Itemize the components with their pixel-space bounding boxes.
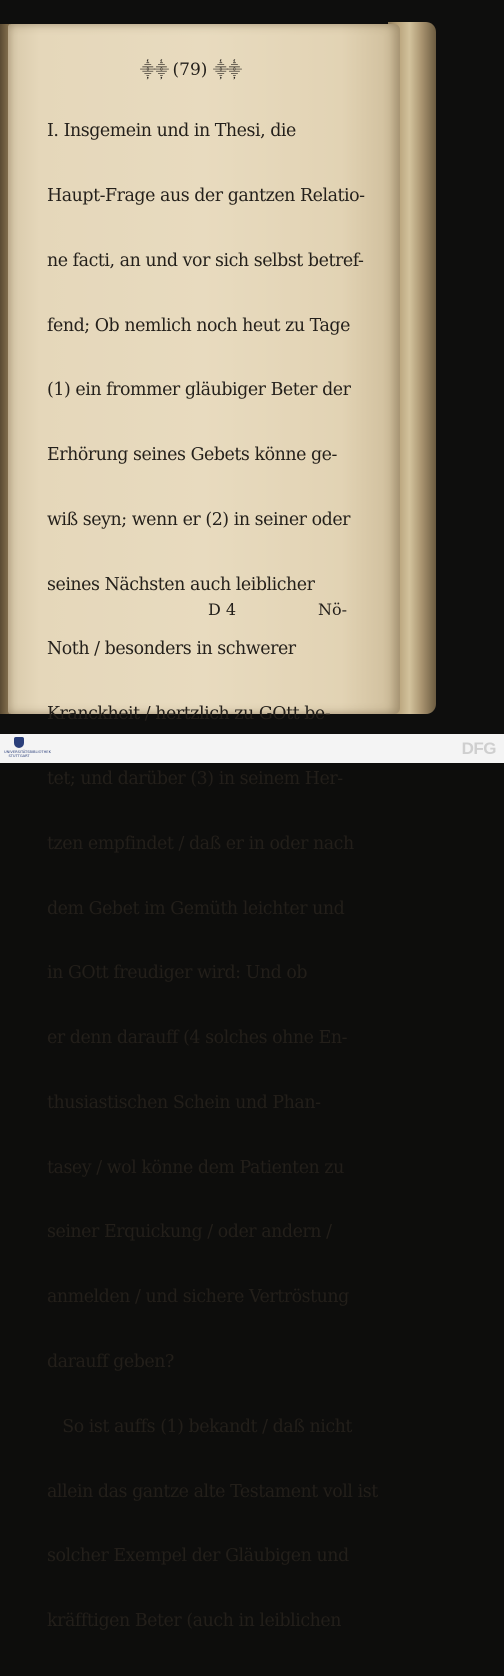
text-line: in GOtt freudiger wird: Und ob [47,963,308,984]
page-body-text [47,78,378,1676]
dfg-logo[interactable]: DFG [461,739,496,758]
signature-mark: D 4 [208,600,237,619]
text-line: seines Nächsten auch leiblicher [47,574,315,595]
text-line: kräfftigen Beter (auch in leiblichen [47,1611,342,1632]
text-line: So ist auffs (1) bekandt / daß nicht [47,1416,352,1437]
text-line: Haupt-Frage aus der gantzen Relatio- [47,185,365,206]
text-line: seiner Erquickung / oder andern / [47,1222,332,1243]
ornament-left-icon: ⸎⸎ [139,61,168,79]
text-line: darauff geben? [47,1352,174,1373]
text-line: allein das gantze alte Testament voll ist [47,1481,378,1502]
catchword: Nö- [318,600,348,619]
text-line: dem Gebet im Gemüth leichter und [47,898,345,919]
text-line: wiß seyn; wenn er (2) in seiner oder [47,509,351,530]
text-line: (1) ein frommer gläubiger Beter der [47,380,351,401]
library-crest-icon [14,737,24,748]
page-number: (79) [172,60,208,80]
ornament-right-icon: ⸎⸎ [212,61,241,79]
text-line: tet; und darüber (3) in seinem Her- [47,769,343,789]
text-line: thusiastischen Schein und Phan- [47,1092,321,1113]
library-logo[interactable] [4,736,51,761]
text-line: fend; Ob nemlich noch heut zu Tage [47,315,350,336]
text-line: tasey / wol könne dem Patienten zu [47,1157,344,1178]
page-header [130,60,250,80]
library-logo-text: UNIVERSITÄTSBIBLIOTHEK STUTTGART [4,750,51,758]
text-line: Noth / besonders in schwerer [47,639,296,660]
text-line: I. Insgemein und in Thesi, die [47,121,296,142]
text-line: er denn darauff (4 solches ohne En- [47,1028,347,1049]
viewer-footer [0,734,504,763]
text-line: Kranckheit / hertzlich zu GOtt be- [47,704,331,725]
text-line: solcher Exempel der Gläubigen und [47,1546,349,1567]
text-line: tzen empfindet / daß er in oder nach [47,833,354,854]
text-line: ne facti, an und vor sich selbst betref- [47,250,364,271]
text-line: anmelden / und sichere Vertröstung [47,1287,349,1308]
text-line: Erhörung seines Gebets könne ge- [47,445,337,466]
